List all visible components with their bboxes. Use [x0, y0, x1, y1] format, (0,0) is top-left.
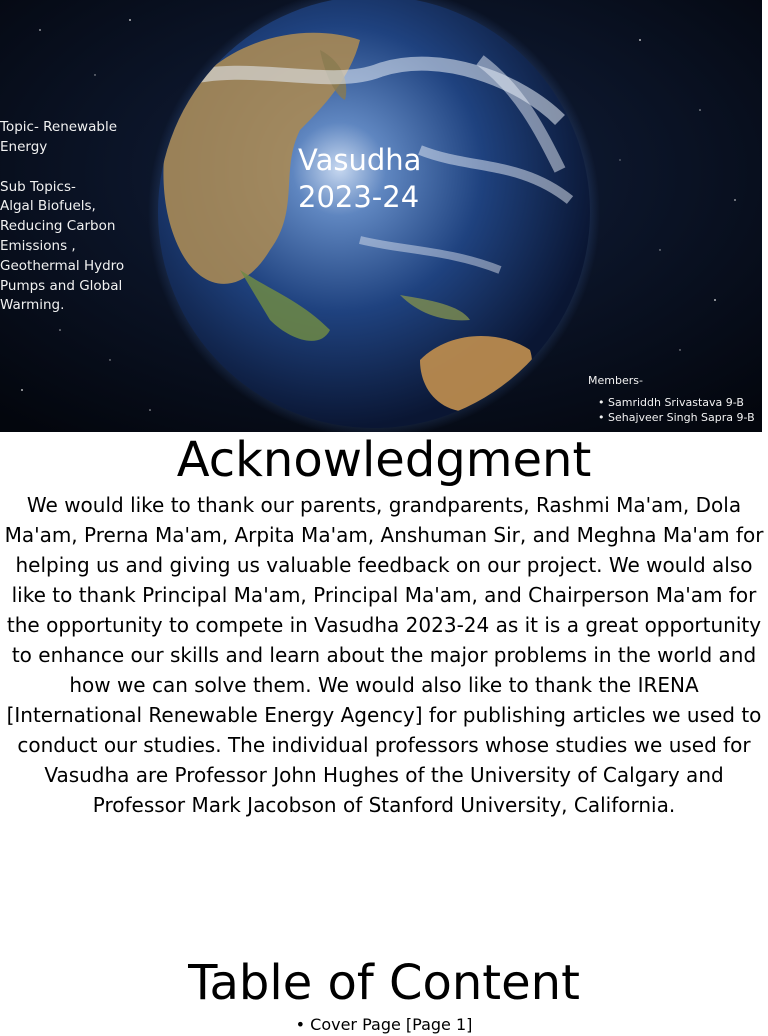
members-heading: Members-: [588, 374, 643, 387]
subtopics-heading: Sub Topics-: [0, 178, 76, 195]
toc-item[interactable]: • Cover Page [Page 1]: [0, 1014, 768, 1036]
subtopics-text: Algal Biofuels, Reducing Carbon Emissions , Geothermal Hydro Pumps and Global Warming.: [0, 198, 125, 314]
cover-page: [0, 0, 762, 432]
acknowledgment-body: We would like to thank our parents, grandparents, Rashmi Ma'am, Dola Ma'am, Prerna Ma'am, Arpita Ma'am, Anshuman Sir, and Meghna Ma'am for helping us and giving us valuable feedback on our project. We would also like to thank Principal Ma'am, Principal Ma'am, and Chairperson Ma'am for the opportunity to compete in Vasudha 2023-24 as it is a great opportunity to enhance our skills and learn about the major problems in the world and how we can solve them. We would also like to thank the IRENA [International Renewable Energy Agency] for publishing articles we used to conduct our studies. The individual professors whose studies we used for Vasudha are Professor John Hughes of the University of Calgary and Professor Mark Jacobson of Stanford University, California.: [4, 493, 764, 817]
toc-list: [0, 1014, 768, 1036]
members-list: [588, 395, 762, 425]
member-item: • Sehajveer Singh Sapra 9-B: [598, 410, 762, 425]
acknowledgment-heading: Acknowledgment: [176, 432, 592, 488]
topic-line: Topic- Renewable Energy: [0, 119, 117, 155]
topic-block: [0, 118, 140, 316]
cover-title: [298, 142, 421, 216]
member-item: • Samriddh Srivastava 9-B: [598, 395, 762, 410]
cover-title-line1: Vasudha: [298, 143, 422, 177]
toc-heading: Table of Content: [188, 955, 580, 1011]
members-block: [588, 374, 762, 425]
cover-title-line2: 2023-24: [298, 180, 420, 214]
